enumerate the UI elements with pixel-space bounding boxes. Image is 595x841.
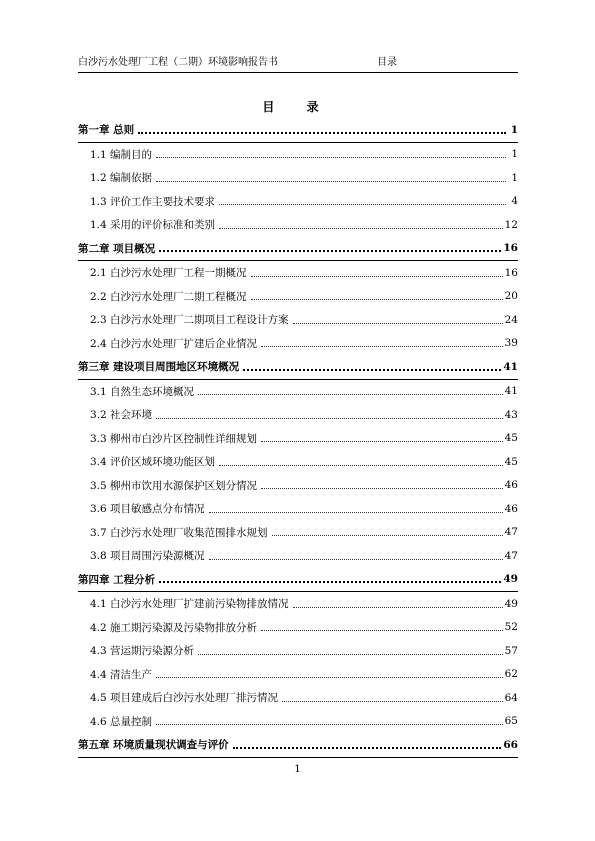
toc-entry-page: 47: [504, 526, 518, 539]
toc-entry-label: 1.4 采用的评价标准和类别: [90, 219, 216, 232]
toc-chapter-entry[interactable]: [78, 118, 518, 143]
dot-leader: [156, 157, 506, 158]
toc-entry-label: 第二章 项目概况: [78, 242, 156, 255]
toc-entry-page: 62: [504, 668, 518, 681]
toc-entry-page: 65: [504, 715, 518, 728]
toc-chapter-entry[interactable]: [78, 733, 518, 758]
toc-entry-label: 4.4 清洁生产: [90, 668, 153, 681]
dot-leader: [198, 654, 503, 655]
toc-entry-label: 2.1 白沙污水处理厂工程一期概况: [90, 267, 247, 280]
toc-entry-label: 第三章 建设项目周围地区环境概况: [78, 361, 240, 374]
dot-leader: [209, 559, 503, 560]
dot-leader: [282, 701, 503, 702]
toc-section-entry[interactable]: [78, 521, 518, 545]
dot-leader: [261, 346, 503, 347]
dot-leader: [219, 204, 506, 205]
toc-entry-page: 20: [504, 290, 518, 303]
toc-entry-page: 49: [504, 597, 518, 610]
toc-entry-page: 64: [504, 691, 518, 704]
toc-chapter-entry[interactable]: [78, 237, 518, 262]
header-section-name: 目录: [377, 57, 397, 68]
toc-entry-label: 4.2 施工期污染源及污染物排放分析: [90, 621, 258, 634]
dot-leader: [251, 276, 503, 277]
dot-leader: [219, 228, 503, 229]
toc-entry-page: 52: [504, 621, 518, 634]
toc-section-entry[interactable]: [78, 403, 518, 427]
dot-leader: [156, 181, 506, 182]
dot-leader: [293, 607, 503, 608]
toc-entry-page: 41: [504, 385, 518, 398]
toc-section-entry[interactable]: [78, 308, 518, 332]
table-of-contents: [78, 118, 518, 758]
dot-leader: [261, 488, 503, 489]
toc-chapter-entry[interactable]: [78, 568, 518, 593]
toc-section-entry[interactable]: [78, 166, 518, 190]
page-header: [78, 56, 518, 73]
toc-section-entry[interactable]: [78, 592, 518, 616]
toc-entry-page: 45: [504, 432, 518, 445]
toc-entry-label: 第一章 总则: [78, 124, 135, 137]
toc-entry-label: 第四章 工程分析: [78, 573, 156, 586]
toc-entry-label: 1.2 编制依据: [90, 172, 153, 185]
dot-leader: [251, 299, 503, 300]
toc-entry-label: 1.3 评价工作主要技术要求: [90, 195, 216, 208]
toc-entry-label: 4.6 总量控制: [90, 715, 153, 728]
toc-section-entry[interactable]: [78, 639, 518, 663]
toc-entry-label: 3.7 白沙污水处理厂收集范围排水规划: [90, 526, 268, 539]
dot-leader: [209, 512, 503, 513]
toc-entry-page: 45: [504, 455, 518, 468]
dot-leader: [261, 441, 503, 442]
toc-entry-page: 24: [504, 313, 518, 326]
toc-entry-page: 16: [504, 266, 518, 279]
toc-entry-page: 43: [504, 408, 518, 421]
dot-leader: [159, 581, 501, 583]
toc-entry-page: 41: [503, 360, 518, 373]
toc-entry-page: 12: [504, 218, 518, 231]
toc-entry-label: 3.4 评价区域环境功能区划: [90, 456, 216, 469]
toc-section-entry[interactable]: [78, 380, 518, 404]
toc-section-entry[interactable]: [78, 686, 518, 710]
toc-entry-label: 3.5 柳州市饮用水源保护区划分情况: [90, 479, 258, 492]
dot-leader: [159, 250, 501, 252]
toc-entry-label: 第五章 环境质量现状调查与评价: [78, 739, 229, 752]
dot-leader: [156, 724, 503, 725]
toc-entry-label: 4.3 营运期污染源分析: [90, 645, 195, 658]
dot-leader: [243, 369, 501, 371]
toc-entry-label: 3.6 项目敏感点分布情况: [90, 503, 205, 516]
toc-entry-page: 4: [511, 195, 518, 208]
toc-entry-page: 16: [503, 242, 518, 255]
toc-entry-label: 4.5 项目建成后白沙污水处理厂排污情况: [90, 692, 279, 705]
dot-leader: [156, 677, 503, 678]
toc-entry-label: 4.1 白沙污水处理厂扩建前污染物排放情况: [90, 598, 289, 611]
toc-entry-page: 49: [503, 573, 518, 586]
toc-entry-label: 3.1 自然生态环境概况: [90, 385, 195, 398]
toc-entry-page: 66: [503, 738, 518, 751]
dot-leader: [156, 418, 503, 419]
toc-section-entry[interactable]: [78, 285, 518, 309]
toc-entry-label: 3.8 项目周围污染源概况: [90, 550, 205, 563]
toc-entry-page: 1: [511, 171, 518, 184]
dot-leader: [272, 535, 503, 536]
toc-entry-page: 1: [511, 148, 518, 161]
toc-entry-page: 39: [504, 337, 518, 350]
toc-entry-page: 57: [504, 644, 518, 657]
dot-leader: [261, 630, 503, 631]
toc-entry-page: 46: [504, 502, 518, 515]
toc-section-entry[interactable]: [78, 710, 518, 734]
dot-leader: [138, 132, 506, 134]
toc-entry-label: 3.2 社会环境: [90, 409, 153, 422]
dot-leader: [233, 747, 502, 749]
dot-leader: [219, 465, 503, 466]
toc-section-entry[interactable]: [78, 143, 518, 167]
toc-section-entry[interactable]: [78, 427, 518, 451]
toc-entry-page: 1: [510, 123, 518, 136]
toc-heading: 目 录: [262, 100, 333, 114]
document-title: 白沙污水处理厂工程（二期）环境影响报告书: [78, 57, 278, 68]
toc-section-entry[interactable]: [78, 616, 518, 640]
toc-entry-label: 3.3 柳州市白沙片区控制性详细规划: [90, 432, 258, 445]
toc-entry-label: 2.2 白沙污水处理厂二期工程概况: [90, 290, 247, 303]
toc-section-entry[interactable]: [78, 497, 518, 521]
toc-section-entry[interactable]: [78, 213, 518, 237]
toc-entry-page: 46: [504, 479, 518, 492]
toc-chapter-entry[interactable]: [78, 355, 518, 380]
toc-section-entry[interactable]: [78, 663, 518, 687]
toc-section-entry[interactable]: [78, 544, 518, 568]
toc-entry-label: 2.4 白沙污水处理厂扩建后企业情况: [90, 337, 258, 350]
toc-entry-label: 2.3 白沙污水处理厂二期项目工程设计方案: [90, 314, 289, 327]
toc-section-entry[interactable]: [78, 190, 518, 214]
toc-section-entry[interactable]: [78, 261, 518, 285]
toc-entry-page: 47: [504, 549, 518, 562]
toc-section-entry[interactable]: [78, 474, 518, 498]
dot-leader: [198, 394, 503, 395]
toc-entry-label: 1.1 编制目的: [90, 148, 153, 161]
toc-section-entry[interactable]: [78, 450, 518, 474]
toc-section-entry[interactable]: [78, 332, 518, 356]
page-number: 1: [294, 764, 301, 775]
dot-leader: [293, 323, 503, 324]
